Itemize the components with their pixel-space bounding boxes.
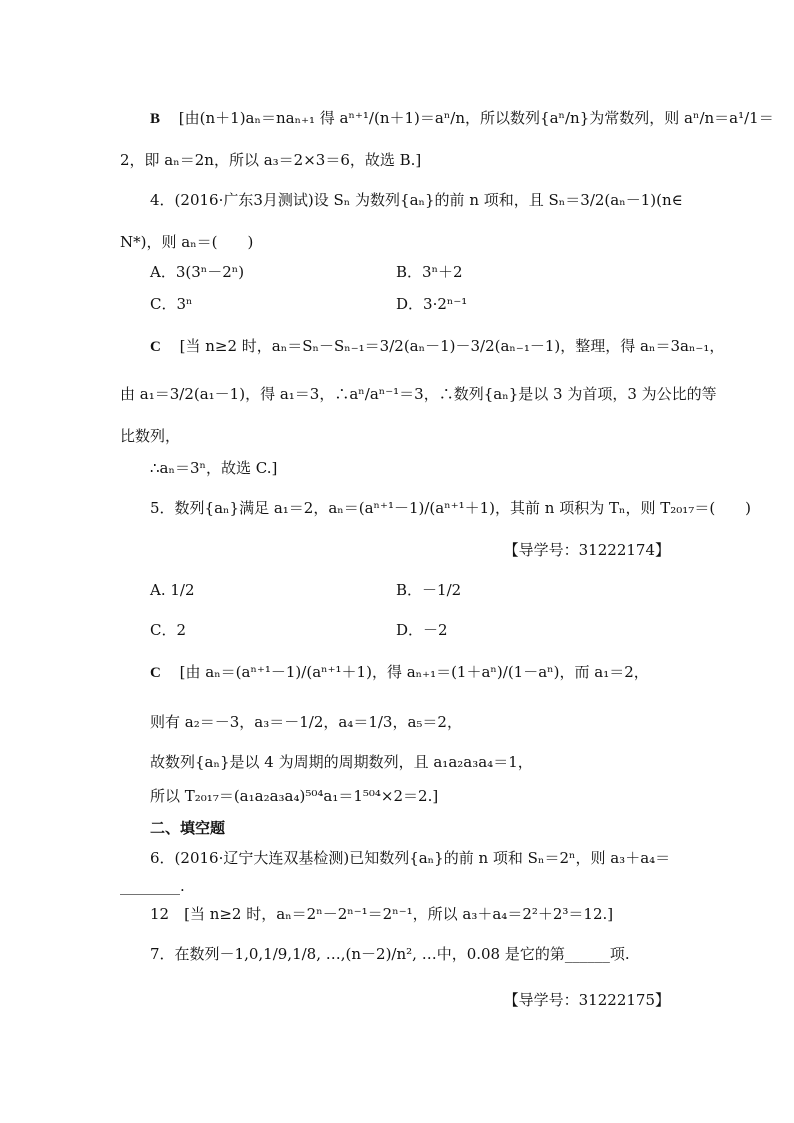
q4-option-d: D．3·2ⁿ⁻¹ <box>396 295 468 313</box>
q6-stem-line-2: ________. <box>120 877 185 895</box>
q5-answer-text-1: [由 aₙ＝(aⁿ⁺¹－1)/(aⁿ⁺¹＋1)，得 aₙ₊₁＝(1＋aⁿ)/(1－aⁿ)，而 a₁＝2， <box>179 663 649 681</box>
q4-answer-line-2: 由 a₁＝3/2(a₁－1)，得 a₁＝3，∴aⁿ/aⁿ⁻¹＝3，∴数列{aₙ}是以 3 为首项，3 为公比的等 <box>120 385 717 403</box>
q7-stem: 7．在数列－1,0,1/9,1/8, …,(n－2)/n², …中，0.08 是它的第______项. <box>150 945 630 963</box>
q5-answer-label: C <box>150 665 161 681</box>
q7-reference-number: 【导学号：31222175】 <box>503 991 670 1009</box>
q5-reference-number: 【导学号：31222174】 <box>503 541 670 559</box>
q5-option-b: B．－1/2 <box>396 581 462 599</box>
q3-answer-text-1: [由(n＋1)aₙ＝naₙ₊₁ 得 aⁿ⁺¹/(n＋1)＝aⁿ/n，所以数列{aⁿ/n}为常数列，则 aⁿ/n＝a¹/1＝ <box>178 109 774 127</box>
q5-option-a: A. 1/2 <box>150 581 195 599</box>
q5-stem: 5．数列{aₙ}满足 a₁＝2，aₙ＝(aⁿ⁺¹－1)/(aⁿ⁺¹＋1)，其前 n 项积为 Tₙ，则 T₂₀₁₇＝( ) <box>150 499 752 517</box>
q4-option-a: A．3(3ⁿ－2ⁿ) <box>150 263 245 281</box>
q3-answer-label: B <box>150 111 161 127</box>
q4-stem-line-2: N*)，则 aₙ＝( ) <box>120 233 254 251</box>
q5-answer-line-1 <box>150 662 649 683</box>
q3-answer-line-1 <box>150 108 774 129</box>
section-title-fill-in: 二、填空题 <box>150 819 226 837</box>
q4-option-b: B．3ⁿ＋2 <box>396 263 463 281</box>
q5-answer-line-2: 则有 a₂＝－3，a₃＝－1/2，a₄＝1/3，a₅＝2， <box>150 713 462 731</box>
q5-answer-line-4: 所以 T₂₀₁₇＝(a₁a₂a₃a₄)⁵⁰⁴a₁＝1⁵⁰⁴×2＝2.] <box>150 787 439 805</box>
q6-answer: 12 [当 n≥2 时，aₙ＝2ⁿ－2ⁿ⁻¹＝2ⁿ⁻¹，所以 a₃＋a₄＝2²＋2³＝12.] <box>150 905 614 923</box>
q5-option-d: D．－2 <box>396 621 448 639</box>
q5-answer-line-3: 故数列{aₙ}是以 4 为周期的周期数列，且 a₁a₂a₃a₄＝1， <box>150 753 533 771</box>
q4-answer-text-1: [当 n≥2 时，aₙ＝Sₙ－Sₙ₋₁＝3/2(aₙ－1)－3/2(aₙ₋₁－1)，整理，得 aₙ＝3aₙ₋₁， <box>179 337 725 355</box>
q4-answer-label: C <box>150 339 161 355</box>
q4-answer-line-4: ∴aₙ＝3ⁿ，故选 C.] <box>150 459 278 477</box>
q4-option-c: C．3ⁿ <box>150 295 193 313</box>
q3-answer-line-2: 2，即 aₙ＝2n，所以 a₃＝2×3＝6，故选 B.] <box>120 151 422 169</box>
q4-answer-line-1 <box>150 336 724 357</box>
q5-option-c: C．2 <box>150 621 187 639</box>
q4-answer-line-3: 比数列， <box>120 427 181 445</box>
q4-stem-line-1: 4．(2016·广东3月测试)设 Sₙ 为数列{aₙ}的前 n 项和，且 Sₙ＝3/2(aₙ－1)(n∈ <box>150 191 683 209</box>
q6-stem-line-1: 6．(2016·辽宁大连双基检测)已知数列{aₙ}的前 n 项和 Sₙ＝2ⁿ，则 a₃＋a₄＝ <box>150 849 671 867</box>
